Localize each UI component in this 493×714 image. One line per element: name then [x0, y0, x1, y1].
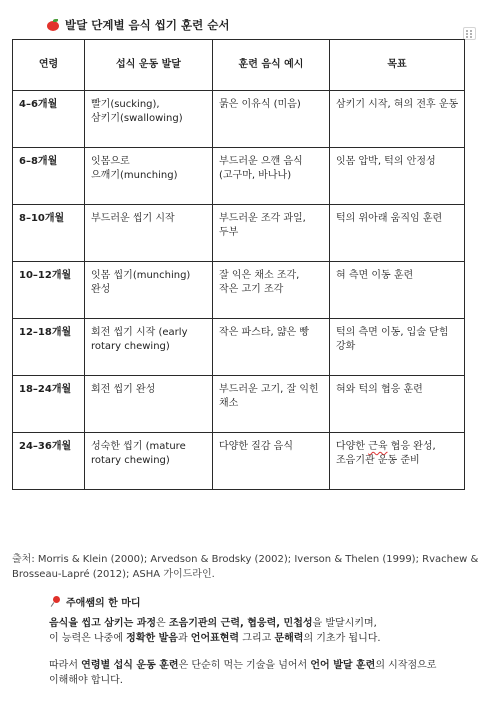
- motor-cell: 회전 씹기 완성: [85, 376, 213, 433]
- training-table: [12, 39, 465, 490]
- goal-cell: 턱의 측면 이동, 입술 닫힘 강화: [330, 319, 465, 376]
- goal-cell: 삼키기 시작, 혀의 전후 운동: [330, 91, 465, 148]
- goal-cell: 혀 측면 이동 훈련: [330, 262, 465, 319]
- pushpin-icon: [50, 596, 61, 607]
- age-cell: 10–12개월: [13, 262, 85, 319]
- memo-emphasis: 문해력: [274, 633, 304, 644]
- food-cell: 잘 익은 채소 조각, 작은 고기 조각: [213, 262, 330, 319]
- goal-cell: 턱의 위아래 움직임 훈련: [330, 205, 465, 262]
- table-row: [13, 376, 465, 433]
- age-cell: 6–8개월: [13, 148, 85, 205]
- header-age: 연령: [13, 40, 85, 91]
- table-header-row: [13, 40, 465, 91]
- motor-cell: 성숙한 씹기 (mature rotary chewing): [85, 433, 213, 490]
- table-row: [13, 433, 465, 490]
- memo-heading: [50, 594, 141, 609]
- memo-text: 을 발달시키며,: [312, 618, 377, 629]
- memo-text: 이 능력은 나중에: [49, 633, 127, 644]
- age-cell: 18–24개월: [13, 376, 85, 433]
- memo-text: 과: [177, 633, 191, 644]
- motor-cell: 잇몸 씹기(munching) 완성: [85, 262, 213, 319]
- memo-paragraph-2: [49, 658, 469, 688]
- food-cell: 묽은 이유식 (미음): [213, 91, 330, 148]
- memo-text: 은: [156, 618, 169, 629]
- motor-cell: 회전 씹기 시작 (early rotary chewing): [85, 319, 213, 376]
- memo-emphasis: 음식을 씹고 삼키는 과정: [49, 618, 157, 629]
- food-cell: 다양한 질감 음식: [213, 433, 330, 490]
- table-row: [13, 319, 465, 376]
- header-motor: 섭식 운동 발달: [85, 40, 213, 91]
- memo-body: [49, 616, 469, 700]
- memo-text: 의 시작점으로: [375, 660, 437, 671]
- memo-emphasis: 언어표현력: [190, 633, 240, 644]
- age-cell: 24–36개월: [13, 433, 85, 490]
- memo-text: 의 기초가 됩니다.: [303, 633, 381, 644]
- table-row: [13, 205, 465, 262]
- memo-emphasis: 정확한 발음: [126, 633, 178, 644]
- food-cell: 작은 파스타, 얇은 빵: [213, 319, 330, 376]
- header-goal: 목표: [330, 40, 465, 91]
- memo-emphasis: 언어 발달 훈련: [310, 660, 376, 671]
- page-title: [47, 17, 229, 33]
- memo-text: 따라서: [49, 660, 82, 671]
- food-cell: 부드러운 고기, 잘 익힌 채소: [213, 376, 330, 433]
- age-cell: 4–6개월: [13, 91, 85, 148]
- age-cell: 8–10개월: [13, 205, 85, 262]
- table-row: [13, 91, 465, 148]
- table-row: [13, 148, 465, 205]
- memo-title-text: 주애쌤의 한 마디: [66, 598, 141, 609]
- memo-text: 이해해야 합니다.: [49, 675, 123, 686]
- motor-cell: 부드러운 씹기 시작: [85, 205, 213, 262]
- goal-cell: 혀와 턱의 협응 훈련: [330, 376, 465, 433]
- title-text: 발달 단계별 음식 씹기 훈련 순서: [65, 18, 230, 32]
- header-food: 훈련 음식 예시: [213, 40, 330, 91]
- apple-icon: [47, 19, 59, 31]
- motor-cell: 잇몸으로 으깨기(munching): [85, 148, 213, 205]
- food-cell: 부드러운 조각 과일, 두부: [213, 205, 330, 262]
- motor-cell: 빨기(sucking), 삼키기(swallowing): [85, 91, 213, 148]
- memo-text: 은 단순히 먹는 기술을 넘어서: [178, 660, 311, 671]
- memo-paragraph-1: [49, 616, 469, 646]
- food-cell: 부드러운 으깬 음식 (고구마, 바나나): [213, 148, 330, 205]
- source-citation: 출처: Morris & Klein (2000); Arvedson & Brodsky (2002); Iverson & Thelen (1999); Rvachew & Brosseau-Lapré (2012); ASHA 가이드라인.: [12, 554, 479, 580]
- goal-cell: 잇몸 압박, 턱의 안정성: [330, 148, 465, 205]
- memo-text: 그리고: [239, 633, 275, 644]
- memo-emphasis: 연령별 섭식 운동 훈련: [81, 660, 179, 671]
- memo-emphasis: 조음기관의 근력, 협응력, 민첩성: [168, 618, 313, 629]
- goal-cell: 다양한 근육 협응 완성, 조음기관 운동 준비: [330, 433, 465, 490]
- table-row: [13, 262, 465, 319]
- age-cell: 12–18개월: [13, 319, 85, 376]
